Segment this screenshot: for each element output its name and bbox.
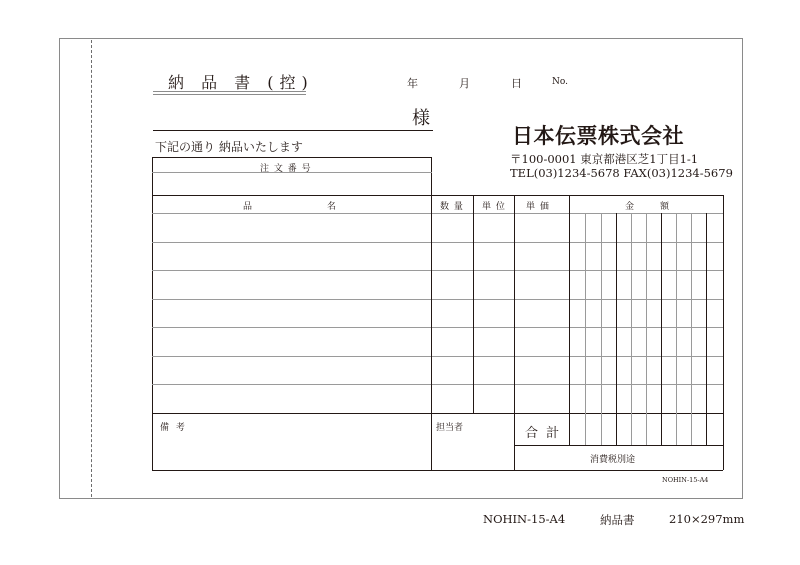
table-row-line — [152, 299, 723, 300]
amount-digit-line — [676, 213, 677, 445]
tax-note: 消費税別途 — [590, 455, 636, 465]
table-right-border — [723, 195, 724, 470]
col-amount-label-2: 額 — [660, 202, 671, 212]
order-box-top — [152, 157, 432, 158]
order-box-left — [152, 157, 153, 195]
table-row-line — [152, 384, 723, 385]
col-separator-unit-price — [569, 195, 570, 445]
company-name: 日本伝票株式会社 — [512, 124, 684, 148]
date-month-label: 月 — [459, 77, 470, 90]
amount-digit-line — [631, 213, 632, 445]
date-year-label: 年 — [407, 77, 418, 90]
table-row-line — [152, 356, 723, 357]
amount-digit-line-thick — [616, 213, 617, 445]
form-title: 納 品 書 (控) — [168, 73, 314, 92]
col-quantity-label: 数 量 — [440, 202, 464, 212]
recipient-suffix: 様 — [412, 108, 430, 129]
table-top-border — [152, 195, 723, 196]
col-unit-label: 単 位 — [482, 202, 506, 212]
table-left-border — [152, 195, 153, 470]
footer-product-code: NOHIN-15-A4 — [483, 512, 566, 526]
date-day-label: 日 — [511, 77, 522, 90]
col-separator-quantity — [473, 195, 474, 413]
remarks-label: 備 考 — [160, 423, 187, 433]
table-header-divider — [152, 213, 723, 214]
table-row-line — [152, 327, 723, 328]
number-label: No. — [552, 77, 568, 87]
col-separator-unit — [514, 195, 515, 470]
amount-digit-line — [585, 213, 586, 445]
col-unit-price-label: 単 価 — [526, 202, 550, 212]
company-address: 〒100-0001 東京都港区芝1丁目1-1 — [510, 152, 699, 166]
footer-product-name: 納品書 — [600, 513, 635, 527]
perforation-line — [91, 40, 92, 497]
amount-digit-line — [691, 213, 692, 445]
col-separator-name — [431, 195, 432, 470]
total-label: 合 計 — [525, 426, 562, 441]
col-amount-label-1: 金 — [625, 202, 636, 212]
amount-digit-line — [646, 213, 647, 445]
order-box-right — [431, 157, 432, 195]
title-underline-double — [153, 94, 306, 95]
title-underline — [153, 91, 306, 92]
total-row-bottom — [514, 445, 723, 446]
company-phone-fax: TEL(03)1234-5678 FAX(03)1234-5679 — [510, 166, 733, 180]
person-in-charge-label: 担当者 — [436, 423, 464, 433]
form-code: NOHIN-15-A4 — [662, 476, 709, 484]
col-item-label: 品 — [243, 202, 254, 212]
table-row-line — [152, 270, 723, 271]
amount-digit-line-thick — [706, 213, 707, 445]
footer-size: 210×297mm — [669, 512, 745, 526]
table-body-bottom — [152, 413, 723, 414]
col-name-label: 名 — [327, 202, 338, 212]
recipient-line — [153, 130, 433, 131]
order-number-label: 注 文 番 号 — [260, 164, 312, 174]
amount-digit-line — [601, 213, 602, 445]
intro-text: 下記の通り 納品いたします — [155, 140, 303, 154]
table-row-line — [152, 242, 723, 243]
table-bottom-border — [152, 470, 723, 471]
amount-digit-line-thick — [661, 213, 662, 445]
